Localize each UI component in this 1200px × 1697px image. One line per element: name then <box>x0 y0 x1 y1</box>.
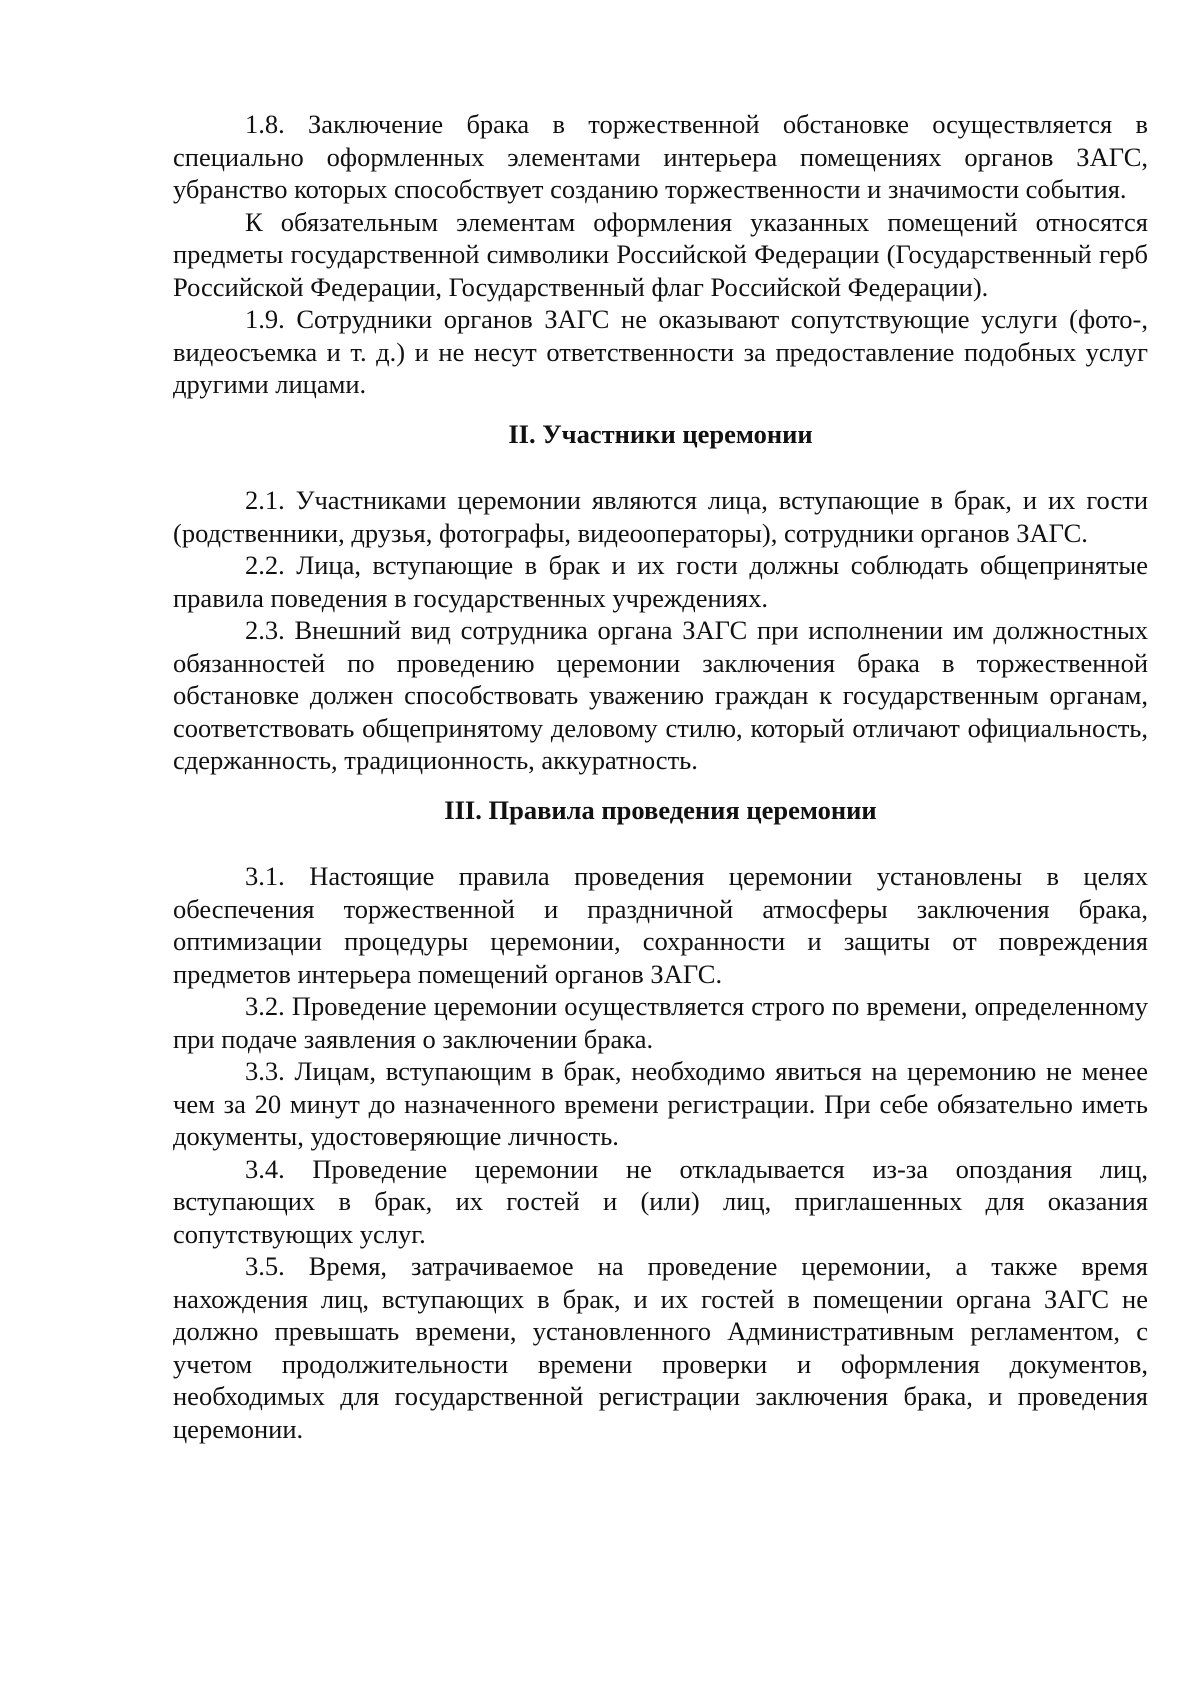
paragraph-1-8: 1.8. Заключение брака в торжественной обстановке осуществляется в специально оформленных элементами интерьера помещениях органов ЗАГС, убранство которых способствует созданию торжественности и значимости события. <box>173 109 1148 204</box>
paragraph-1-9: 1.9. Сотрудники органов ЗАГС не оказывают сопутствующие услуги (фото-, видеосъемка и т. д.) и не несут ответственности за предоставление подобных услуг другими лицами. <box>173 304 1148 399</box>
spacer <box>173 450 1148 484</box>
paragraph-3-3: 3.3. Лицам, вступающим в брак, необходимо явиться на церемонию не менее чем за 20 минут до назначенного времени регистрации. При себе обязательно иметь документы, удостоверяющие личность. <box>173 1056 1148 1151</box>
paragraph-2-1: 2.1. Участниками церемонии являются лица, вступающие в брак, и их гости (родственники, друзья, фотографы, видеооператоры), сотрудники органов ЗАГС. <box>173 485 1148 548</box>
paragraph-3-5: 3.5. Время, затрачиваемое на проведение церемонии, а также время нахождения лиц, вступающих в брак, и их гостей в помещении органа ЗАГС не должно превышать времени, установленного Административным регламентом, с учетом продолжительности времени проверки и оформления документов, необходимых для государственной регистрации заключения брака, и проведения церемонии. <box>173 1251 1148 1444</box>
paragraph-3-4: 3.4. Проведение церемонии не откладывается из-за опоздания лиц, вступающих в брак, их гостей и (или) лиц, приглашенных для оказания сопутствующих услуг. <box>173 1153 1148 1249</box>
paragraph-2-2: 2.2. Лица, вступающие в брак и их гости должны соблюдать общепринятые правила поведения в государственных учреждениях. <box>173 550 1148 613</box>
paragraph-3-2: 3.2. Проведение церемонии осуществляется строго по времени, определенному при подаче заявления о заключении брака. <box>173 991 1148 1054</box>
paragraph-3-1: 3.1. Настоящие правила проведения церемонии установлены в целях обеспечения торжественной и праздничной атмосферы заключения брака, оптимизации процедуры церемонии, сохранности и защиты от повреждения предметов интерьера помещений органов ЗАГС. <box>173 861 1148 989</box>
paragraph-1-8-symbols: К обязательным элементам оформления указанных помещений относятся предметы государственной символики Российской Федерации (Государственный герб Российской Федерации, Государственный флаг Российской Федерации). <box>173 206 1148 302</box>
spacer <box>173 777 1148 794</box>
section-heading-3: III. Правила проведения церемонии <box>444 794 877 825</box>
paragraph-2-3: 2.3. Внешний вид сотрудника органа ЗАГС при исполнении им должностных обязанностей по проведению церемонии заключения брака в торжественной обстановке должен способствовать уважению граждан к государственным органам, соответствовать общепринятому деловому стилю, который отличают официальность, сдержанность, традиционность, аккуратность. <box>173 615 1148 775</box>
spacer <box>173 401 1148 418</box>
spacer <box>173 826 1148 860</box>
document-page <box>173 108 1148 1445</box>
section-heading-2: II. Участники церемонии <box>508 418 813 449</box>
